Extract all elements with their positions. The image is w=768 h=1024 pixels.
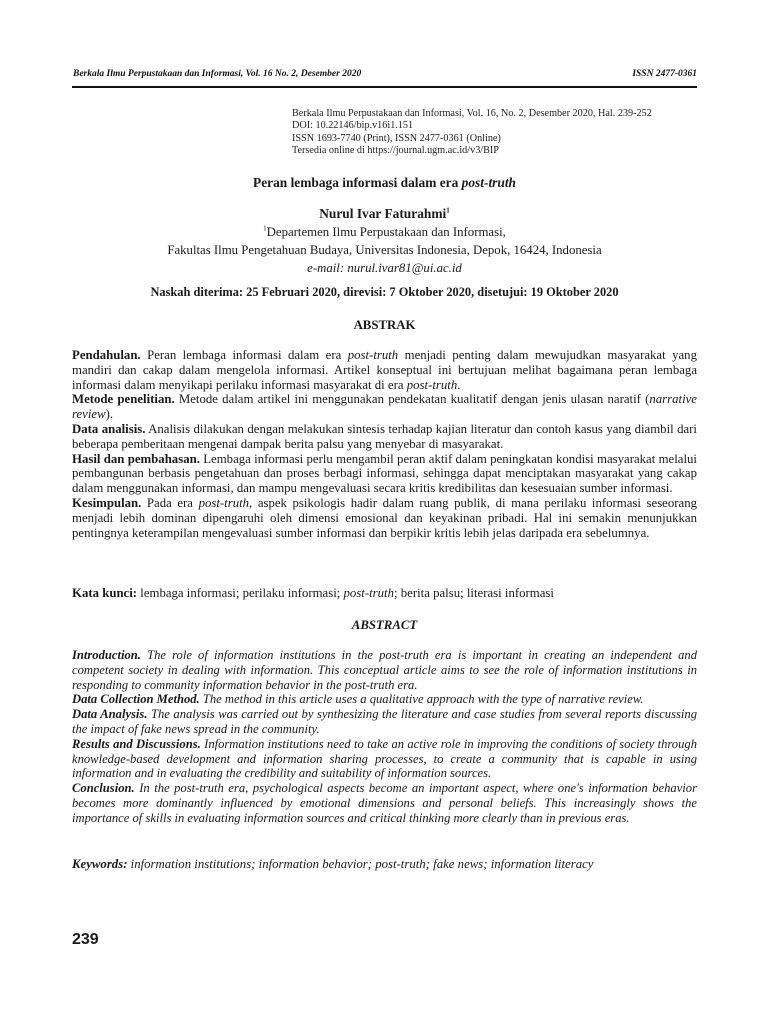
header-rule xyxy=(72,86,697,88)
abstract-analysis: Data Analysis. The analysis was carried out by synthesizing the literature and case studies from several reports discussing the impact of fake news spread in the community. xyxy=(72,707,698,736)
abstrak-kesimpulan: Kesimpulan. Pada era post-truth, aspek psikologis hadir dalam ruang publik, di mana perilaku informasi seseorang menjadi lebih dominan dipengaruhi oleh dimensi emosional dan keyakinan pribadi. Hal ini semakin menunjukkan pentingnya keterampilan mengevaluasi sumber informasi dan berpikir kritis lebih jelas daripada era sebelumnya. xyxy=(72,495,697,540)
online-line: Tersedia online di https://journal.ugm.ac.id/v3/BIP xyxy=(292,145,499,157)
abstract-heading: ABSTRACT xyxy=(351,618,418,632)
article-title: Peran lembaga informasi dalam era post-truth xyxy=(253,175,516,190)
author-affiliation: $^1$Departemen Ilmu Perpustakaan dan Informasi, Fakultas Ilmu Pengetahuan Budaya, Universitas Indonesia, Depok, 16424, Indonesia e-mail: nurul.ivar81@ui.ac.id xyxy=(72,223,697,277)
abstract-body xyxy=(72,648,697,826)
abstrak-pendahuluan: Pendahulan. Peran lembaga informasi dalam era post-truth menjadi penting dalam mewujudkan masyarakat yang mandiri dan cakap dalam mengelola informasi. Artikel konseptual ini bertujuan melihat bagaimana peran lembaga informasi dalam menyikapi perilaku informasi masyarakat di era post-truth. xyxy=(72,348,697,392)
running-header-issn: ISSN 2477-0361 xyxy=(632,69,697,79)
abstrak-data: Data analisis. Analisis dilakukan dengan melakukan sintesis terhadap kajian literatur dan contoh kasus yang diambil dari beberapa pemberitaan mengenai dampak berita palsu yang menyebar di masyarakat. xyxy=(72,421,697,451)
keywords: Keywords: information institutions; information behavior; post-truth; fake news; information literacy xyxy=(72,857,594,871)
page-number: 239 xyxy=(72,931,99,948)
abstract-introduction: Introduction. The role of information institutions in the post-truth era is important in creating an independent and competent society in dealing with information. This conceptual article aims to see the role of information institutions in responding to community information behavior in the post-truth era. xyxy=(72,648,697,692)
author-name: Nurul Ivar Faturahmi$^1$ xyxy=(319,206,450,221)
kata-kunci: Kata kunci: lembaga informasi; perilaku informasi; post-truth; berita palsu; literasi informasi xyxy=(72,586,554,600)
abstrak-heading: ABSTRAK xyxy=(353,318,416,332)
doi-line: DOI: 10.22146/bip.v16i1.151 xyxy=(292,120,414,132)
abstract-conclusion: Conclusion. In the post-truth era, psychological aspects become an important aspect, where one's information behavior becomes more dominantly influenced by emotional dimensions and personal beliefs. This increasingly shows the importance of skills in evaluating information sources and critical thinking more clearly than in previous eras. xyxy=(72,781,697,825)
submission-dates: Naskah diterima: 25 Februari 2020, direvisi: 7 Oktober 2020, disetujui: 19 Oktober 2020 xyxy=(150,285,619,299)
abstrak-metode: Metode penelitian. Metode dalam artikel ini menggunakan pendekatan kualitatif dengan jenis ulasan naratif (narrative review). xyxy=(72,392,697,422)
author-email: e-mail: nurul.ivar81@ui.ac.id xyxy=(307,261,462,275)
issn-line: ISSN 1693-7740 (Print), ISSN 2477-0361 (Online) xyxy=(292,132,501,144)
running-header-journal: Berkala Ilmu Perpustakaan dan Informasi, Vol. 16 No. 2, Desember 2020 xyxy=(73,69,362,79)
abstract-method: Data Collection Method. The method in this article uses a qualitative approach with the type of narrative review. xyxy=(72,692,644,707)
article-metadata xyxy=(292,108,652,158)
abstrak-hasil: Hasil dan pembahasan. Lembaga informasi perlu mengambil peran aktif dalam peningkatan kondisi masyarakat melalui pembangunan berbasis pengetahuan dan proses berbagi informasi, sehingga dapat menciptakan masyarakat yang cakap dalam menggunakan informasi, dan mampu mengevaluasi secara kritis kredibilitas dan kesesuaian sumber informasi. xyxy=(72,451,697,496)
citation-line: Berkala Ilmu Perpustakaan dan Informasi, Vol. 16, No. 2, Desember 2020, Hal. 239-252 xyxy=(292,108,652,119)
abstrak-body xyxy=(72,348,697,540)
abstract-results: Results and Discussions. Information institutions need to take an active role in improving the conditions of society through knowledge-based development and information sharing processes, to create a community that is capable in using information and in evaluating the credibility and suitability of information sources. xyxy=(72,736,697,781)
